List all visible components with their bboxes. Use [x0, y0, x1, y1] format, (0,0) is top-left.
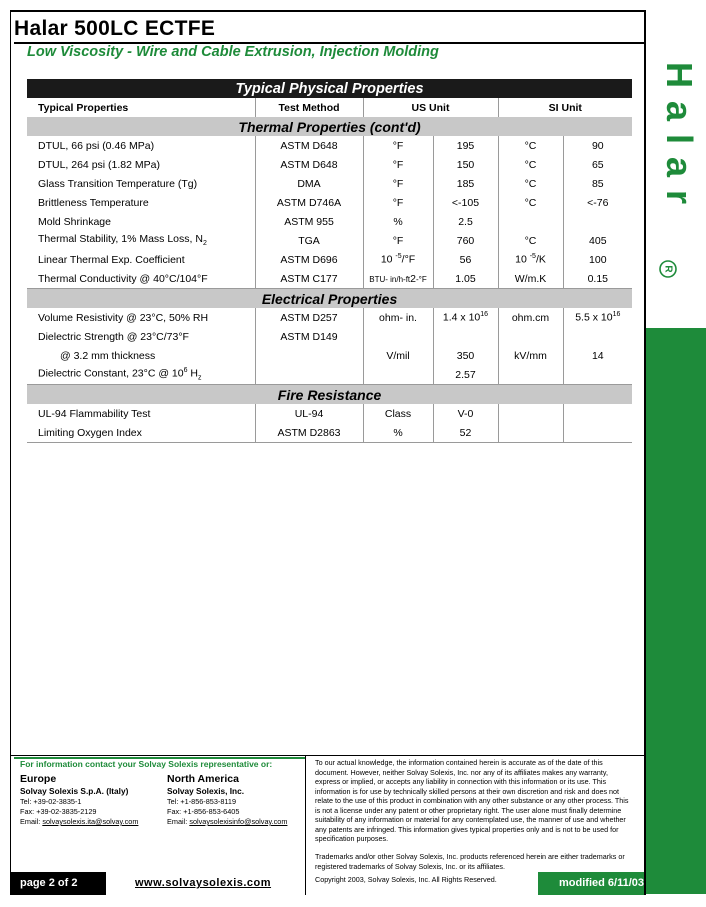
property-unit-text: H	[187, 367, 198, 380]
si-unit	[498, 365, 563, 385]
test-method: DMA	[255, 174, 363, 193]
header-method: Test Method	[255, 98, 363, 117]
property-name: Glass Transition Temperature (Tg)	[38, 177, 198, 190]
us-unit-suffix: /°F	[401, 253, 416, 266]
footer-divider	[305, 755, 306, 895]
test-method: ASTM 955	[255, 212, 363, 231]
property-exponent: 6	[183, 367, 188, 375]
test-method: ASTM D257	[255, 308, 363, 327]
europe-region-label: Europe	[20, 773, 57, 785]
si-unit	[498, 404, 563, 423]
us-value: 760	[433, 231, 498, 250]
property-name: @ 3.2 mm thickness	[60, 349, 156, 362]
section-title: Thermal Properties (cont'd)	[27, 117, 632, 136]
europe-company: Solvay Solexis S.p.A. (Italy)	[20, 786, 129, 796]
page-border-left	[10, 10, 11, 895]
table-row	[27, 136, 632, 155]
us-value: 350	[433, 346, 498, 365]
us-unit: %	[363, 423, 433, 443]
table-row	[27, 346, 632, 365]
si-value	[563, 308, 632, 327]
section-header-thermal	[27, 117, 632, 136]
halar-vertical-logo	[650, 56, 700, 286]
si-value	[563, 423, 632, 443]
contact-header: For information contact your Solvay Solexis representative or:	[20, 759, 273, 769]
table-header-row	[27, 98, 632, 117]
test-method: TGA	[255, 231, 363, 250]
us-value-mantissa: 1.4 x 10	[442, 311, 481, 324]
page-number: page 2 of 2	[10, 872, 106, 895]
property-name: Dielectric Strength @ 23°C/73°F	[38, 330, 189, 343]
us-unit-base: BTU- in/h-ft	[369, 274, 411, 284]
test-method: ASTM D746A	[255, 193, 363, 212]
us-unit: Class	[363, 404, 433, 423]
modified-date: modified 6/11/03	[538, 872, 644, 895]
si-unit	[498, 327, 563, 346]
property-subscript: z	[198, 374, 202, 382]
us-unit-exponent: -5	[395, 253, 402, 261]
us-value: 1.05	[433, 269, 498, 289]
us-value	[433, 327, 498, 346]
si-unit: °C	[498, 193, 563, 212]
header-us-unit: US Unit	[363, 98, 498, 117]
table-title: Typical Physical Properties	[27, 79, 632, 98]
us-value-exponent: 16	[480, 311, 489, 319]
page-border-top	[10, 10, 646, 12]
si-value	[563, 327, 632, 346]
section-header-fire	[27, 385, 632, 405]
section-title: Fire Resistance	[27, 385, 632, 405]
us-value: 52	[433, 423, 498, 443]
si-value	[563, 212, 632, 231]
side-brand-bar	[646, 328, 706, 894]
test-method	[255, 346, 363, 365]
us-unit: °F	[363, 193, 433, 212]
property-name-text: Thermal Stability, 1% Mass Loss, N	[38, 233, 203, 246]
disclaimer-text: To our actual knowledge, the information contained herein is accurate as of the date of this document. However, neither Solvay Solexis, Inc. nor any of its affiliates makes any warranty, express or implied, or accepts any liability in connection with this information or its use. This information is for use by technically skilled persons at their own discretion and risk and does not relate to the use of this product in combination with any other substance or any other process. This is not a license under any patent or other proprietary right. The user alone must finally determine suitability of any information or material for any contemplated use, the manner of use and whether any patents are infringed. This information gives typical properties only and is not to be used for specification purposes.	[315, 758, 629, 843]
si-value: 14	[563, 346, 632, 365]
si-unit: W/m.K	[498, 269, 563, 289]
si-value: 0.15	[563, 269, 632, 289]
table-row	[27, 250, 632, 269]
test-method	[255, 365, 363, 385]
table-row	[27, 423, 632, 443]
website-link[interactable]: www.solvaysolexis.com	[135, 877, 272, 889]
document-subtitle: Low Viscosity - Wire and Cable Extrusion, Injection Molding	[27, 44, 439, 60]
property-name: DTUL, 66 psi (0.46 MPa)	[38, 139, 155, 152]
table-row	[27, 193, 632, 212]
property-name	[27, 365, 255, 385]
si-unit: ohm.cm	[498, 308, 563, 327]
si-value	[563, 404, 632, 423]
table-row	[27, 308, 632, 327]
si-value	[563, 365, 632, 385]
us-value: 56	[433, 250, 498, 269]
si-value: 65	[563, 155, 632, 174]
us-unit: °F	[363, 231, 433, 250]
si-value: 405	[563, 231, 632, 250]
property-name: Thermal Conductivity @ 40°C/104°F	[27, 269, 255, 289]
north-america-region-label: North America	[167, 773, 239, 785]
us-unit-suffix: -°F	[416, 274, 427, 284]
si-unit	[498, 212, 563, 231]
section-title: Electrical Properties	[27, 289, 632, 309]
us-unit: °F	[363, 155, 433, 174]
test-method: ASTM D2863	[255, 423, 363, 443]
document-title: Halar 500LC ECTFE	[14, 17, 216, 40]
section-header-electrical	[27, 289, 632, 309]
si-unit-exponent: -5	[529, 253, 536, 261]
us-unit	[363, 365, 433, 385]
us-value	[433, 308, 498, 327]
si-unit: °C	[498, 136, 563, 155]
us-unit: %	[363, 212, 433, 231]
header-si-unit: SI Unit	[498, 98, 632, 117]
table-row	[27, 269, 632, 289]
email-label: Email:	[20, 817, 43, 826]
europe-tel: Tel: +39-02-3835-1	[20, 797, 82, 806]
property-name	[27, 231, 255, 250]
si-unit: kV/mm	[498, 346, 563, 365]
property-name: DTUL, 264 psi (1.82 MPa)	[38, 158, 160, 171]
property-name: Linear Thermal Exp. Coefficient	[38, 253, 185, 266]
north-america-fax: Fax: +1-856-853-6405	[167, 807, 240, 816]
si-unit-base: 10	[515, 253, 530, 266]
si-unit: °C	[498, 231, 563, 250]
si-value: 90	[563, 136, 632, 155]
north-america-tel: Tel: +1-856-853-8119	[167, 797, 237, 806]
si-unit	[498, 423, 563, 443]
registered-mark-icon	[657, 258, 679, 280]
table-row	[27, 212, 632, 231]
us-unit: ohm- in.	[363, 308, 433, 327]
header-property: Typical Properties	[38, 101, 129, 114]
test-method: ASTM D648	[255, 136, 363, 155]
property-name: Brittleness Temperature	[38, 196, 149, 209]
europe-email	[20, 817, 138, 827]
us-value: 185	[433, 174, 498, 193]
test-method: ASTM D149	[255, 327, 363, 346]
property-name-text: Dielectric Constant, 23°C @ 10	[38, 367, 184, 380]
europe-fax: Fax: +39-02-3835-2129	[20, 807, 97, 816]
north-america-email-link[interactable]: solvaysolexisinfo@solvay.com	[189, 817, 288, 826]
si-unit	[498, 250, 563, 269]
us-unit-exponent: 2	[410, 272, 416, 285]
us-unit	[363, 269, 433, 289]
properties-table	[27, 79, 632, 443]
test-method: ASTM C177	[255, 269, 363, 289]
property-name: UL-94 Flammability Test	[38, 407, 151, 420]
us-value: 2.5	[433, 212, 498, 231]
table-title-row	[27, 79, 632, 98]
email-label: Email:	[167, 817, 190, 826]
si-unit: °C	[498, 174, 563, 193]
property-subscript: 2	[202, 240, 207, 248]
table-row	[27, 174, 632, 193]
trademarks-text: Trademarks and/or other Solvay Solexis, Inc. products referenced herein are either trademarks or registered trademarks of Solvay Solexis, Inc. or its affiliates.	[315, 852, 625, 871]
us-unit: °F	[363, 174, 433, 193]
halar-logo-text: Halar	[659, 62, 700, 218]
test-method: ASTM D648	[255, 155, 363, 174]
us-value: V-0	[433, 404, 498, 423]
si-unit: °C	[498, 155, 563, 174]
europe-email-link[interactable]: solvaysolexis.ita@solvay.com	[42, 817, 139, 826]
us-unit	[363, 327, 433, 346]
us-unit: °F	[363, 136, 433, 155]
us-value: <-105	[433, 193, 498, 212]
table-row	[27, 231, 632, 250]
us-unit: V/mil	[363, 346, 433, 365]
us-value: 150	[433, 155, 498, 174]
us-unit-base: 10	[380, 253, 396, 266]
si-unit-suffix: /K	[535, 253, 546, 266]
si-value-mantissa: 5.5 x 10	[575, 311, 613, 324]
property-name: Volume Resistivity @ 23°C, 50% RH	[38, 311, 209, 324]
test-method: ASTM D696	[255, 250, 363, 269]
registered-mark-letter: R	[662, 265, 674, 273]
si-value: <-76	[563, 193, 632, 212]
north-america-company: Solvay Solexis, Inc.	[167, 786, 245, 796]
table-row	[27, 404, 632, 423]
test-method: UL-94	[255, 404, 363, 423]
us-value: 2.57	[433, 365, 498, 385]
si-value-exponent: 16	[612, 311, 621, 319]
table-row	[27, 327, 632, 346]
footer-rule	[10, 755, 646, 756]
property-name: Mold Shrinkage	[38, 215, 111, 228]
us-unit	[363, 250, 433, 269]
si-value: 100	[563, 250, 632, 269]
north-america-email	[167, 817, 287, 827]
si-value: 85	[563, 174, 632, 193]
copyright-text: Copyright 2003, Solvay Solexis, Inc. All Rights Reserved.	[315, 875, 497, 884]
table-row	[27, 365, 632, 385]
table-row	[27, 155, 632, 174]
property-name: Limiting Oxygen Index	[27, 423, 255, 443]
us-value: 195	[433, 136, 498, 155]
